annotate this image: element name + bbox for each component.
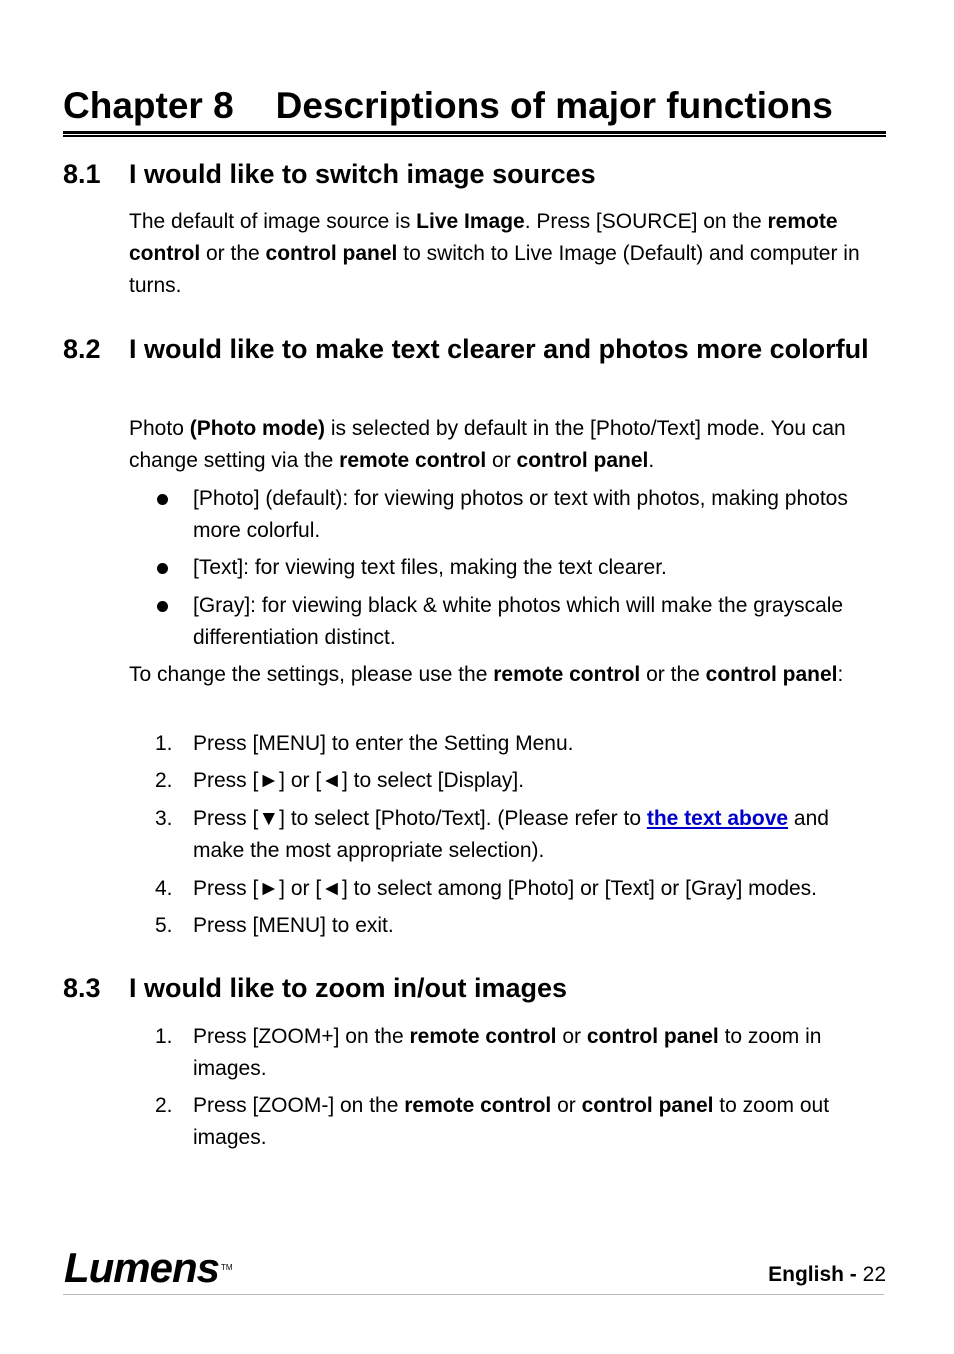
text: is selected by default in the [Photo/Text] mode. You can change setting via the (129, 417, 846, 472)
section-heading-8-1 (63, 158, 883, 190)
bold-text: control panel (705, 663, 838, 686)
page-number: 22 (862, 1263, 886, 1286)
left-arrow-icon: ◄ (321, 769, 342, 792)
trademark-mark: TM (221, 1263, 233, 1272)
text: to zoom in images. (193, 1025, 822, 1080)
text: Press [ZOOM+] on the (193, 1025, 410, 1048)
text: or (551, 1094, 582, 1117)
text: ] to select [Display]. (341, 769, 525, 792)
bold-text: remote control (129, 210, 838, 265)
text: To change the settings, please use the (129, 663, 494, 686)
footer-rule (63, 1294, 884, 1295)
separator: - (843, 1263, 863, 1286)
step-text: Press [MENU] to enter the Setting Menu. (193, 732, 574, 755)
step-item (129, 873, 886, 905)
step-item (129, 728, 886, 760)
section-number: 8.2 (63, 334, 101, 364)
text: or (556, 1025, 587, 1048)
bullet-text: [Photo] (default): for viewing photos or text with photos, making photos more colorful. (193, 487, 848, 542)
language-label: English (768, 1263, 844, 1286)
chapter-number: Chapter 8 (63, 85, 234, 126)
text: Press [ (193, 807, 259, 830)
text: or (486, 449, 517, 472)
text: Press [ZOOM-] on the (193, 1094, 405, 1117)
bullet-dot-icon (157, 494, 168, 505)
text: to zoom out images. (193, 1094, 830, 1149)
step-text (193, 765, 886, 797)
bold-text: Live Image (416, 210, 525, 233)
text: . (648, 449, 655, 472)
step-text (193, 1090, 886, 1154)
step-number: 1. (155, 1025, 173, 1048)
step-number: 2. (155, 769, 173, 792)
text: and make the most appropriate selection). (193, 807, 829, 862)
step-text: Press [MENU] to exit. (193, 914, 394, 937)
text: ] or [ (279, 769, 322, 792)
section-title: I would like to zoom in/out images (129, 973, 568, 1003)
text: : (837, 663, 844, 686)
step-number: 5. (155, 914, 173, 937)
step-item (129, 1021, 886, 1085)
step-item (129, 1090, 886, 1154)
paragraph-settings-intro (129, 659, 886, 691)
section-title: I would like to make text clearer and photos more colorful (129, 334, 869, 364)
bold-text: (Photo mode) (189, 417, 326, 440)
section-title: I would like to switch image sources (129, 159, 596, 189)
down-arrow-icon: ▼ (258, 807, 280, 830)
paragraph-photo-mode (129, 413, 886, 477)
text: The default of image source is (129, 210, 417, 233)
step-item (129, 765, 886, 797)
section-number: 8.3 (63, 973, 101, 1003)
bullet-dot-icon (157, 563, 168, 574)
bold-text: control panel (586, 1025, 719, 1048)
bullet-item (129, 483, 886, 547)
chapter-rule-thin (63, 135, 886, 137)
step-text (193, 1021, 886, 1085)
bold-text: remote control (404, 1094, 552, 1117)
step-number: 2. (155, 1094, 173, 1117)
text: ] to select among [Photo] or [Text] or [Gray] modes. (341, 877, 818, 900)
chapter-title (63, 84, 886, 128)
bold-text: remote control (409, 1025, 557, 1048)
section-heading-8-2 (63, 333, 883, 365)
step-number: 4. (155, 877, 173, 900)
bold-text: remote control (339, 449, 487, 472)
text: or the (200, 242, 266, 265)
bold-text: remote control (493, 663, 641, 686)
text: to switch to Live Image (Default) and computer in turns. (129, 242, 860, 297)
text: ] to select [Photo/Text]. (Please refer to (279, 807, 647, 830)
text: or the (640, 663, 706, 686)
text-above-link[interactable]: the text above (646, 807, 789, 830)
paragraph-image-source (129, 206, 886, 302)
right-arrow-icon: ► (258, 877, 280, 900)
text: ] or [ (279, 877, 322, 900)
text: Photo (129, 417, 190, 440)
right-arrow-icon: ► (258, 769, 280, 792)
page-footer-label (768, 1262, 886, 1288)
bold-text: control panel (581, 1094, 714, 1117)
text: Press [ (193, 769, 259, 792)
bullet-text: [Text]: for viewing text files, making the text clearer. (193, 556, 667, 579)
left-arrow-icon: ◄ (321, 877, 342, 900)
step-number: 1. (155, 732, 173, 755)
step-text (193, 873, 886, 905)
bullet-dot-icon (157, 601, 168, 612)
step-item (129, 803, 886, 867)
bullet-item (129, 552, 886, 584)
bullet-item (129, 590, 886, 654)
section-number: 8.1 (63, 159, 101, 189)
step-text (193, 803, 886, 867)
bold-text: control panel (265, 242, 398, 265)
chapter-title-text: Descriptions of major functions (275, 85, 833, 126)
text: Press [ (193, 877, 259, 900)
step-item (129, 910, 886, 942)
logo-text: Lumens (64, 1244, 220, 1291)
lumens-logo (64, 1246, 233, 1290)
section-heading-8-3 (63, 972, 883, 1004)
chapter-rule-thick (63, 131, 886, 134)
bold-text: control panel (516, 449, 649, 472)
text: . Press [SOURCE] on the (524, 210, 768, 233)
bullet-text: [Gray]: for viewing black & white photos which will make the grayscale differentiation distinct. (193, 594, 844, 649)
step-number: 3. (155, 807, 173, 830)
